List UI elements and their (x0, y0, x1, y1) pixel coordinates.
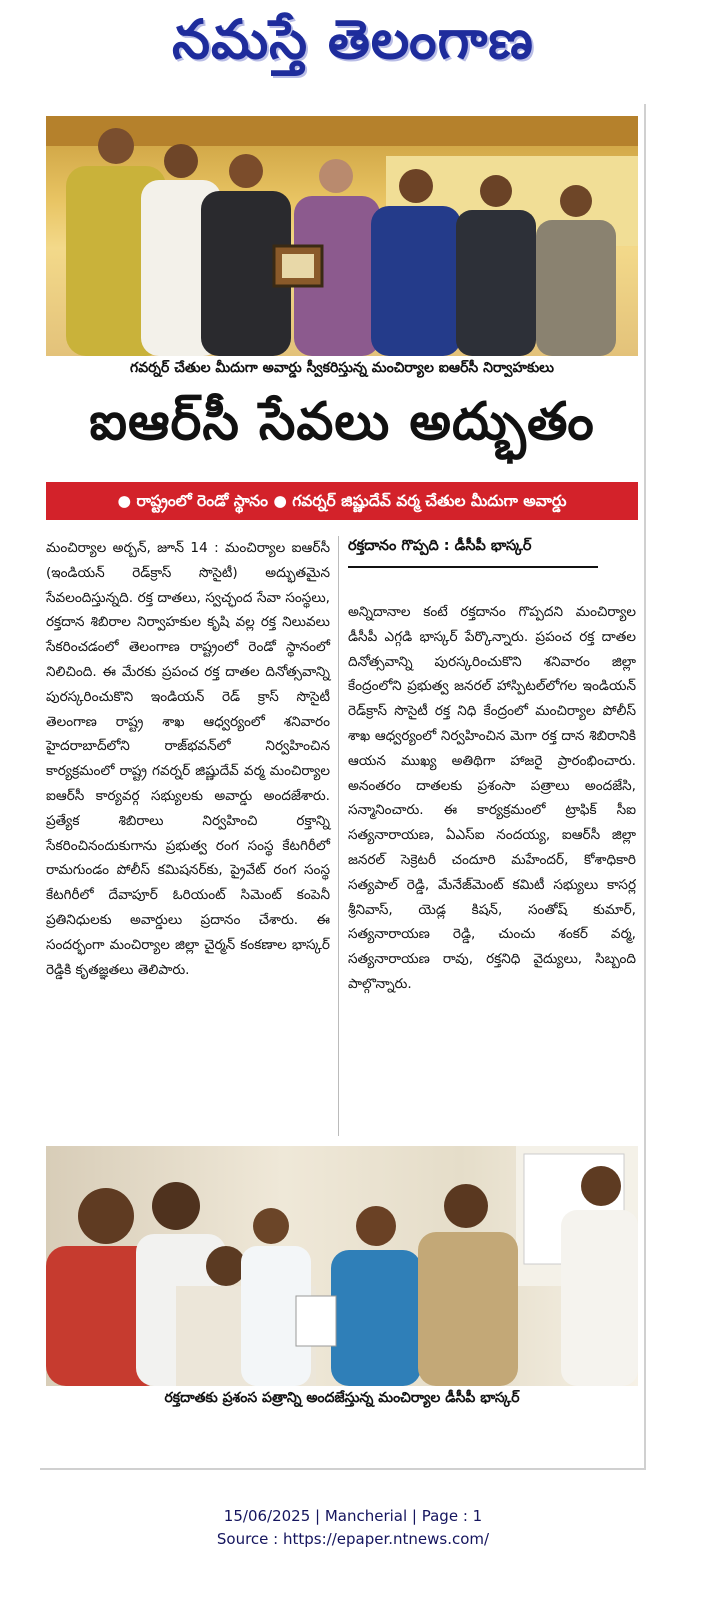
left-paragraph: మంచిర్యాల అర్బన్, జూన్ 14 : మంచిర్యాల ఐఆర్‌సీ (ఇండియన్ రెడ్‌క్రాస్ సొసైటీ) అద్భుతమైన సేవలందిస్తున్నది. రక్త దాతలు, స్వచ్ఛంద సేవా సంస్థలు, రక్తదాన శిబిరాల నిర్వాహకుల కృషి వల్ల రక్త నిలువలు సేకరించడంలో తెలంగాణ రాష్ట్రంలో రెండో స్థానంలో నిలిచింది. ఈ మేరకు ప్రపంచ రక్త దాతల దినోత్సవాన్ని పురస్కరించుకొని ఇండియన్ రెడ్ క్రాస్ సొసైటీ తెలంగాణ రాష్ట్ర శాఖ ఆధ్వర్యంలో శనివారం హైదరాబాద్‌లోని రాజ్‌భవన్‌లో నిర్వహించిన కార్యక్రమంలో రాష్ట్ర గవర్నర్ జిష్ణుదేవ్ వర్మ మంచిర్యాల ఐఆర్‌సీ కార్యవర్గ సభ్యులకు అవార్డు అందజేశారు. ప్రత్యేక శిబిరాలు నిర్వహించి రక్తాన్ని సేకరించినందుకుగాను ప్రభుత్వ రంగ సంస్థ కేటగిరీలో రామగుండం పోలీస్ కమిషనర్‌కు, ప్రైవేట్ రంగ సంస్థ కేటగిరీలో దేవాపూర్ ఓరియంట్ సిమెంట్ కంపెనీ ప్రతినిధులకు అవార్డులు ప్రదానం చేశారు. ఈ సందర్భంగా మంచిర్యాల జిల్లా చైర్మన్ కంకణాల భాస్కర్ రెడ్డికి కృతజ్ఞతలు తెలిపారు. (46, 540, 330, 978)
right-paragraph: అన్నిదానాల కంటే రక్తదానం గొప్పదని మంచిర్యాల డీసీపీ ఎగ్గడి భాస్కర్ పేర్కొన్నారు. ప్రపంచ రక్త దాతల దినోత్సవాన్ని పురస్కరించుకొని శనివారం జిల్లా కేంద్రంలోని ప్రభుత్వ జనరల్ హాస్పిటల్‌లోగల ఇండియన్ రెడ్‌క్రాస్ సొసైటీ రక్త నిధి కేంద్రంలో మంచిర్యాల పోలీస్ శాఖ ఆధ్వర్యంలో నిర్వహించిన మెగా రక్త దాన శిబిరానికి ఆయన ముఖ్య అతిథిగా హాజరై ప్రారంభించారు. అనంతరం దాతలకు ప్రశంసా పత్రాలు అందజేసి, సన్మానించారు. ఈ కార్యక్రమంలో ట్రాఫిక్ సీఐ సత్యనారాయణ, ఏఎస్‌ఐ నందయ్య, ఐఆర్‌సీ జిల్లా జనరల్ సెక్రెటరీ చందూరి మహేందర్, కోశాధికారి సత్యపాల్ రెడ్డి, మేనేజ్‌మెంట్ కమిటీ సభ్యులు కాసర్ల శ్రీనివాస్, యెడ్ల కిషన్, సంతోష్ కుమార్, సత్యనారాయణ రెడ్డి, చుంచు శంకర్ వర్మ, సత్యనారాయణ రావు, రక్తనిధి వైద్యులు, సిబ్బంది పాల్గొన్నారు. (348, 604, 636, 992)
masthead (0, 0, 706, 84)
photo2-caption: రక్తదాతకు ప్రశంస పత్రాన్ని అందజేస్తున్న మంచిర్యాల డీసీపీ భాస్కర్ (164, 1390, 520, 1406)
photo1-caption: గవర్నర్ చేతుల మీదుగా అవార్డు స్వీకరిస్తున్న మంచిర్యాల ఐఆర్‌సీ నిర్వాహకులు (130, 360, 554, 376)
award-ceremony-illustration (46, 116, 638, 356)
column-divider (338, 536, 339, 1136)
news-clipping (40, 104, 646, 1470)
award-ceremony-photo (46, 116, 638, 356)
subheading: రక్తదానం గొప్పది : డీసీపీ భాస్కర్ (348, 538, 532, 554)
blood-donation-illustration (46, 1146, 638, 1386)
headline: ఐఆర్‌సీ సేవలు అద్భుతం (89, 392, 595, 452)
edition-line: 15/06/2025 | Mancherial | Page : 1 (223, 1507, 483, 1525)
blood-donation-photo (46, 1146, 638, 1386)
left-column (46, 536, 330, 982)
source-line: Source : https://epaper.ntnews.com/ (216, 1530, 490, 1548)
newspaper-title: నమస్తే తెలంగాణ (172, 8, 534, 71)
highlights-bar: ● రాష్ట్రంలో రెండో స్థానం ● గవర్నర్ జిష్ణుదేవ్ వర్మ చేతుల మీదుగా అవార్డు (46, 482, 638, 520)
subheading-underline (348, 566, 598, 568)
right-column (348, 600, 636, 997)
